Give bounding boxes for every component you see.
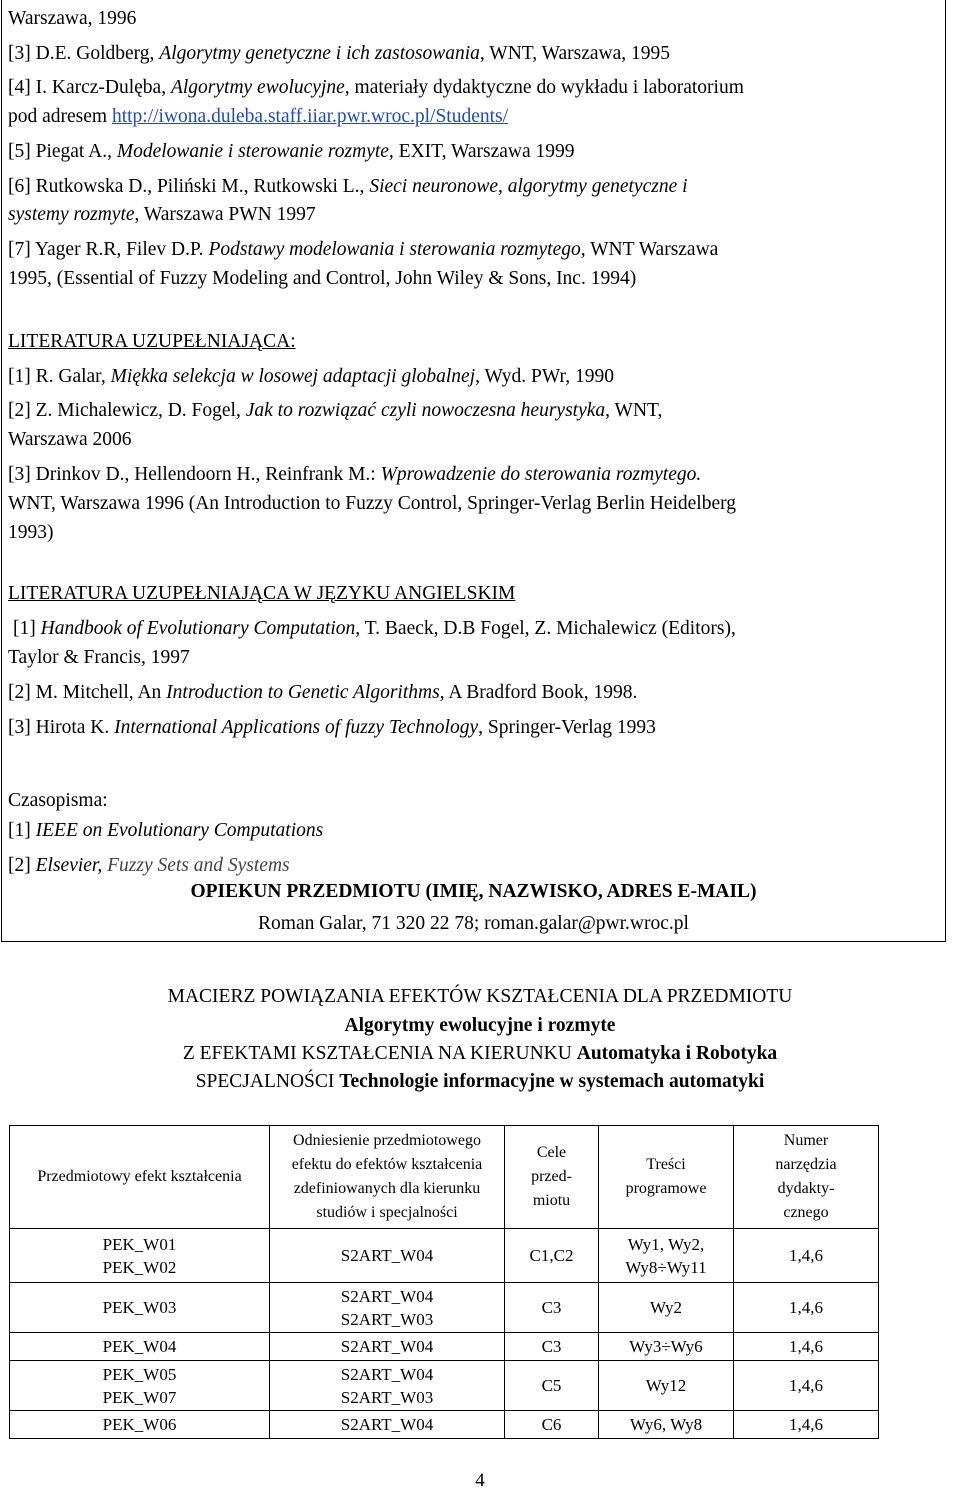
effects-matrix-table bbox=[9, 1125, 879, 1439]
cell-tool: 1,4,6 bbox=[734, 1283, 879, 1333]
cell-ref: S2ART_W04 S2ART_W03 bbox=[270, 1283, 505, 1333]
cell-content: Wy6, Wy8 bbox=[599, 1411, 734, 1439]
page-number: 4 bbox=[475, 1470, 485, 1491]
matrix-title-1: MACIERZ POWIĄZANIA EFEKTÓW KSZTAŁCENIA DLA PRZEDMIOTU bbox=[167, 986, 793, 1007]
english-ref-2: [2] M. Mitchell, An Introduction to Genetic Algorithms, A Bradford Book, 1998. bbox=[8, 682, 638, 703]
english-ref-3: [3] Hirota K. International Applications of fuzzy Technology, Springer-Verlag 1993 bbox=[8, 717, 656, 738]
cell-content: Wy2 bbox=[599, 1283, 734, 1333]
supervisor-heading: OPIEKUN PRZEDMIOTU (IMIĘ, NAZWISKO, ADRES E-MAIL) bbox=[190, 881, 757, 902]
cell-goals: C1,C2 bbox=[505, 1229, 599, 1283]
ref-7: [7] Yager R.R, Filev D.P. Podstawy modelowania i sterowania rozmytego, WNT Warszawa bbox=[8, 239, 719, 260]
ref-6-line2: systemy rozmyte, Warszawa PWN 1997 bbox=[8, 204, 316, 225]
journal-1: [1] IEEE on Evolutionary Computations bbox=[8, 820, 324, 841]
cell-goals: C5 bbox=[505, 1361, 599, 1411]
ref-5: [5] Piegat A., Modelowanie i sterowanie rozmyte, EXIT, Warszawa 1999 bbox=[8, 141, 575, 162]
journal-2: [2] Elsevier, Fuzzy Sets and Systems bbox=[8, 855, 290, 876]
supp-ref-3-line3: 1993) bbox=[8, 522, 54, 543]
cell-effect: PEK_W01 PEK_W02 bbox=[10, 1229, 270, 1283]
supp-ref-1: [1] R. Galar, Miękka selekcja w losowej adaptacji globalnej, Wyd. PWr, 1990 bbox=[8, 366, 614, 387]
matrix-title-2: Algorytmy ewolucyjne i rozmyte bbox=[344, 1015, 616, 1036]
matrix-title-3: Z EFEKTAMI KSZTAŁCENIA NA KIERUNKU Automatyka i Robotyka bbox=[182, 1043, 778, 1064]
supp-ref-2: [2] Z. Michalewicz, D. Fogel, Jak to rozwiązać czyli nowoczesna heurystyka, WNT, bbox=[8, 400, 663, 421]
matrix-title-4: SPECJALNOŚCI Technologie informacyjne w systemach automatyki bbox=[195, 1071, 765, 1092]
cell-effect: PEK_W04 bbox=[10, 1333, 270, 1361]
header-cell: Odniesienie przedmiotowego efektu do efektów kształcenia zdefiniowanych dla kierunku studiów i specjalności bbox=[270, 1126, 505, 1229]
cell-effect: PEK_W05 PEK_W07 bbox=[10, 1361, 270, 1411]
cell-tool: 1,4,6 bbox=[734, 1411, 879, 1439]
ref-6: [6] Rutkowska D., Piliński M., Rutkowski L., Sieci neuronowe, algorytmy genetyczne i bbox=[8, 176, 688, 197]
journals-heading: Czasopisma: bbox=[8, 790, 108, 811]
supp-ref-2-line2: Warszawa 2006 bbox=[8, 429, 132, 450]
header-cell: Numer narzędzia dydakty-cznego bbox=[734, 1126, 879, 1229]
english-ref-1: [1] Handbook of Evolutionary Computation, T. Baeck, D.B Fogel, Z. Michalewicz (Editors), bbox=[13, 618, 736, 639]
cell-effect: PEK_W06 bbox=[10, 1411, 270, 1439]
cell-goals: C3 bbox=[505, 1333, 599, 1361]
supervisor-value: Roman Galar, 71 320 22 78; roman.galar@pwr.wroc.pl bbox=[258, 913, 689, 934]
cell-tool: 1,4,6 bbox=[734, 1229, 879, 1283]
english-ref-1-line2: Taylor & Francis, 1997 bbox=[8, 647, 190, 668]
supp-heading: LITERATURA UZUPEŁNIAJĄCA: bbox=[8, 331, 296, 352]
header-cell: Treści programowe bbox=[599, 1126, 734, 1229]
table-row bbox=[10, 1229, 879, 1283]
english-heading: LITERATURA UZUPEŁNIAJĄCA W JĘZYKU ANGIELSKIM bbox=[8, 583, 516, 604]
cell-tool: 1,4,6 bbox=[734, 1361, 879, 1411]
header-cell: Cele przed-miotu bbox=[505, 1126, 599, 1229]
ref-continuation: Warszawa, 1996 bbox=[8, 8, 137, 29]
cell-effect: PEK_W03 bbox=[10, 1283, 270, 1333]
cell-content: Wy1, Wy2, Wy8÷Wy11 bbox=[599, 1229, 734, 1283]
ref-7-line2: 1995, (Essential of Fuzzy Modeling and Control, John Wiley & Sons, Inc. 1994) bbox=[8, 268, 637, 289]
header-cell: Przedmiotowy efekt kształcenia bbox=[10, 1126, 270, 1229]
table-row bbox=[10, 1361, 879, 1411]
cell-ref: S2ART_W04 S2ART_W03 bbox=[270, 1361, 505, 1411]
cell-goals: C6 bbox=[505, 1411, 599, 1439]
cell-content: Wy3÷Wy6 bbox=[599, 1333, 734, 1361]
supp-ref-3-line2: WNT, Warszawa 1996 (An Introduction to Fuzzy Control, Springer-Verlag Berlin Heidelberg bbox=[8, 493, 737, 514]
table-row bbox=[10, 1283, 879, 1333]
cell-ref: S2ART_W04 bbox=[270, 1333, 505, 1361]
cell-ref: S2ART_W04 bbox=[270, 1229, 505, 1283]
ref-4-line2: pod adresem http://iwona.duleba.staff.iiar.pwr.wroc.pl/Students/ bbox=[8, 106, 509, 127]
cell-goals: C3 bbox=[505, 1283, 599, 1333]
students-link[interactable]: http://iwona.duleba.staff.iiar.pwr.wroc.pl/Students/ bbox=[111, 106, 509, 127]
cell-tool: 1,4,6 bbox=[734, 1333, 879, 1361]
table-row bbox=[10, 1333, 879, 1361]
ref-3: [3] D.E. Goldberg, Algorytmy genetyczne i ich zastosowania, WNT, Warszawa, 1995 bbox=[8, 43, 671, 64]
ref-4: [4] I. Karcz-Dulęba, Algorytmy ewolucyjne, materiały dydaktyczne do wykładu i laboratorium bbox=[8, 77, 744, 98]
supp-ref-3: [3] Drinkov D., Hellendoorn H., Reinfrank M.: Wprowadzenie do sterowania rozmytego. bbox=[8, 464, 702, 485]
cell-content: Wy12 bbox=[599, 1361, 734, 1411]
table-header-row bbox=[10, 1126, 879, 1229]
cell-ref: S2ART_W04 bbox=[270, 1411, 505, 1439]
table-row bbox=[10, 1411, 879, 1439]
